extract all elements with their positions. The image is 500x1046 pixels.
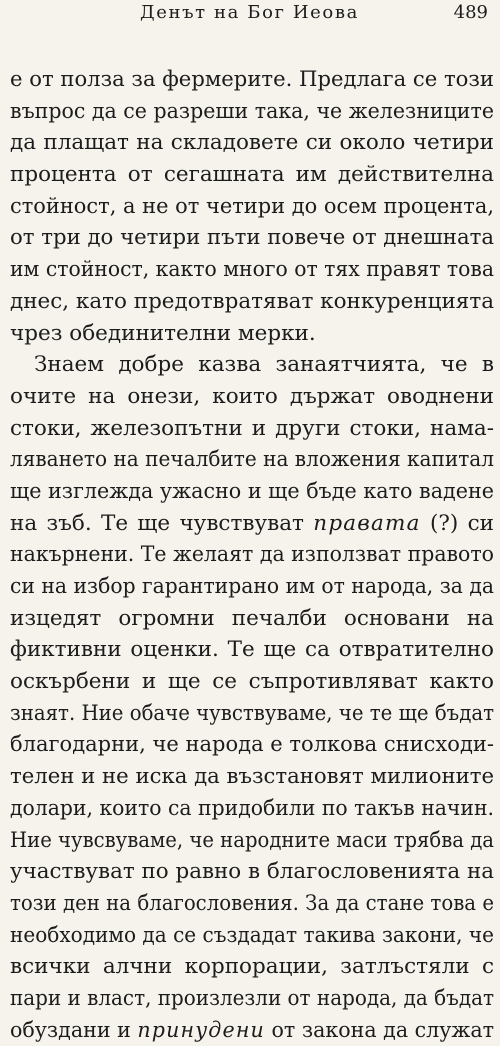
text-line [10,920,494,952]
text-line-content [10,793,494,825]
text-line-content [10,920,494,952]
text-line [10,951,494,983]
text-segment: изцедят огромни печалби основани на [10,605,494,631]
text-line [10,127,494,159]
page-number: 489 [453,2,488,23]
text-line-content [10,571,494,603]
text-segment: чрез обединителни мерки. [10,320,316,346]
text-segment: необходимо да се създадат такива закони, че [10,922,494,948]
text-line [10,444,494,476]
running-title: Денът на Бог Иеова [140,2,359,23]
text-line [10,856,494,888]
text-line-content [10,476,494,508]
text-line [10,286,494,318]
text-line [10,191,494,223]
text-line [10,64,494,96]
text-line-content [10,159,494,191]
text-line [10,476,494,508]
text-line [10,729,494,761]
text-segment: стоки, железопътни и други стоки, нама- [10,415,494,441]
text-line [10,349,494,381]
text-segment: процента от сегашната им действителна [10,162,494,188]
text-line [10,603,494,635]
emphasized-word: правата [313,510,421,536]
text-line [10,381,494,413]
text-segment: стойност, а не от четири до осем процента, [10,193,494,219]
text-segment: обуздани и [10,1017,138,1043]
text-line [10,983,494,1015]
text-line [10,634,494,666]
text-segment: благодарни, че народа е толкова снисходи- [10,732,494,758]
text-line-content [10,539,494,571]
text-line-content [10,856,494,888]
text-segment: от закона да служат [264,1017,494,1043]
text-line [10,539,494,571]
text-line-content [10,634,494,666]
text-segment: накърнени. Те желаят да използват правото [10,542,494,568]
text-segment: ляването на печалбите на вложения капитал [10,447,494,473]
text-line-content [10,888,494,920]
text-segment: участвуват по равно в благословенията на [10,859,494,885]
text-line-content [10,825,494,857]
text-segment: днес, като предотвратяват конкуренцията [10,288,494,314]
text-segment: телен и не иска да възстановят милионите [10,764,494,790]
text-line-content [10,666,494,698]
text-segment: им стойност, както много от тях правят това [10,257,494,283]
text-line-content [10,444,494,476]
text-segment: на зъб. Те ще чувствуват [10,510,314,536]
text-line-content [10,191,494,223]
text-segment: фиктивни оценки. Те ще са отвратително [10,637,494,663]
page-header [0,2,500,28]
text-line-content [10,318,316,350]
text-segment: Знаем добре казва занаятчията, че в [34,352,494,378]
text-line [10,793,494,825]
text-segment: пари и власт, произлезли от народа, да бъдат [10,985,494,1011]
text-line-content [10,983,494,1015]
text-line-content [10,96,494,128]
text-line-content [10,698,494,730]
text-line [10,666,494,698]
text-line-content [10,603,494,635]
text-line [10,508,494,540]
text-segment: всички алчни корпорации, затлъстяли с [10,954,494,980]
text-line [10,254,494,286]
text-line-content [10,222,494,254]
text-segment: е от полза за фермерите. Предлага се този [10,67,494,92]
text-line [10,318,494,350]
text-segment: знаят. Ние обаче чувствуваме, че те ще бъдат [10,700,494,726]
text-segment: си на избор гарантирано им от народа, за да [10,574,494,599]
text-segment: долари, които са придобили по такъв начин. [10,795,494,821]
text-line-content [10,381,494,413]
text-line [10,222,494,254]
text-line [10,159,494,191]
text-line [10,1015,494,1046]
text-line-content [34,349,494,381]
text-line-content [10,286,494,318]
body-text [10,64,494,1046]
text-line [10,698,494,730]
text-line-content [10,761,494,793]
text-segment: оскърбени и ще се съпротивляват както [10,669,494,695]
text-line-content [10,254,494,286]
text-line [10,571,494,603]
text-segment: въпрос да се разреши така, че железниците [10,98,494,124]
text-line-content [10,508,494,540]
text-line [10,413,494,445]
emphasized-word: принудени [137,1017,265,1043]
text-line-content [10,64,494,96]
text-segment: този ден на благословения. За да стане това е [10,890,494,916]
text-line [10,96,494,128]
text-line-content [10,127,494,159]
text-line [10,761,494,793]
text-line-content [10,951,494,983]
text-segment: от три до четири пъти повече от днешната [10,225,494,251]
text-line-content [10,729,494,761]
text-line [10,888,494,920]
text-line-content [10,413,494,445]
text-segment: ще изглежда ужасно и ще бъде като вадене [10,478,494,504]
text-segment: (?) си [420,510,494,536]
text-line-content [10,1015,494,1046]
text-segment: да плащат на складовете си около четири [10,130,494,156]
text-segment: очите на онези, които държат оводнени [10,383,494,409]
text-line [10,825,494,857]
text-segment: Ние чувсвуваме, че народните маси трябва да [10,827,494,853]
